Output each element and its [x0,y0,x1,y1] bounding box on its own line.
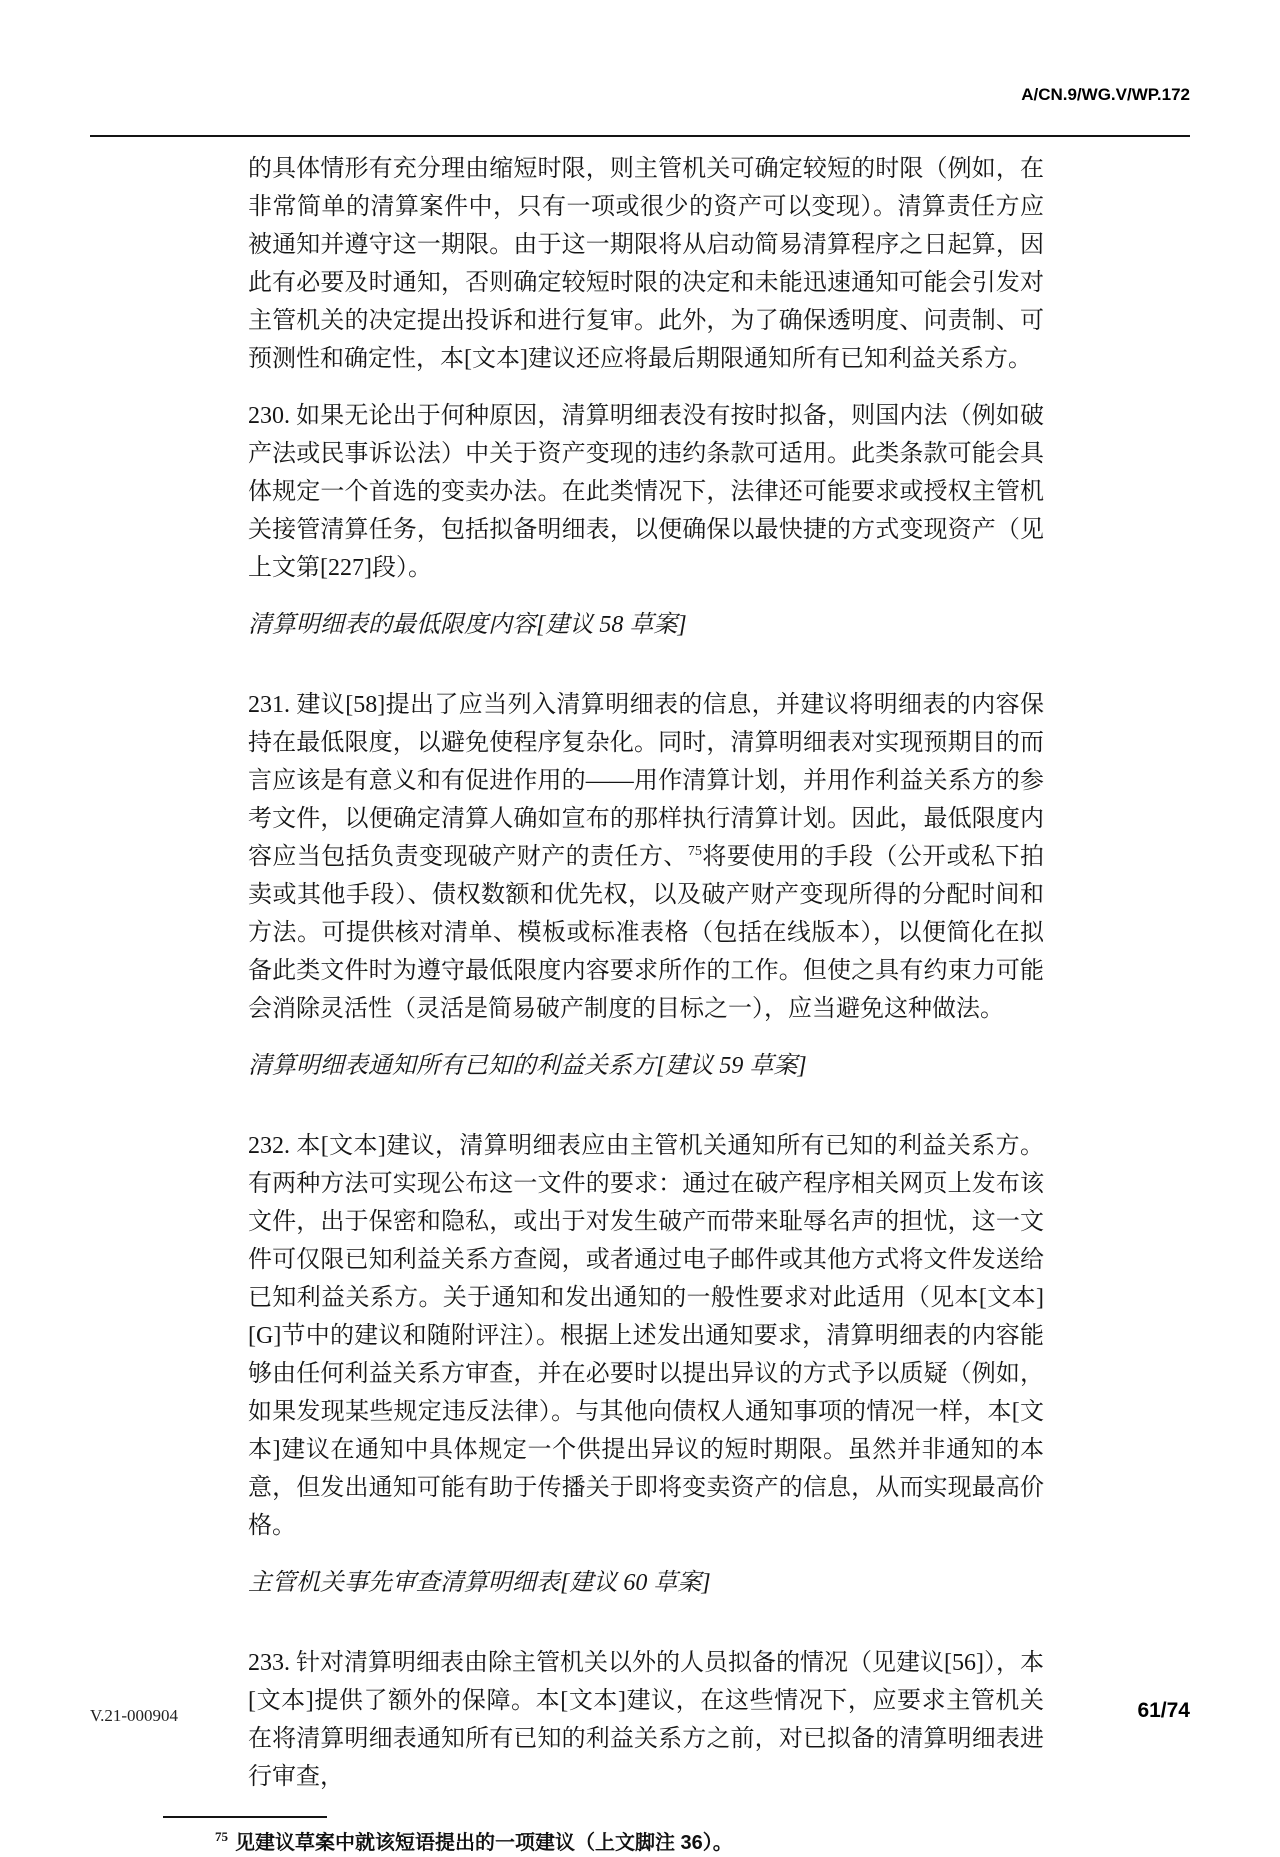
paragraph-231-part2: 将要使用的手段（公开或私下拍卖或其他手段）、债权数额和优先权，以及破产财产变现所得的分配时间和方法。可提供核对清单、模板或标准表格（包括在线版本），以便简化在拟备此类文件时为遵守最低限度内容要求所作的工作。但使之具有约束力可能会消除灵活性（灵活是简易破产制度的目标之一），应当避免这种做法。 [248,844,1044,1022]
paragraph-231 [248,686,1044,1028]
footer-document-number: V.21-000904 [90,1706,178,1725]
document-symbol: A/CN.9/WG.V/WP.172 [1021,85,1190,104]
footnote-75-marker: 75 [215,1829,228,1845]
paragraph-231-part1: 231. 建议[58]提出了应当列入清算明细表的信息，并建议将明细表的内容保持在最低限度，以避免使程序复杂化。同时，清算明细表对实现预期目的而言应该是有意义和有促进作用的——用作清算计划，并用作利益关系方的参考文件，以便确定清算人确如宣布的那样执行清算计划。因此，最低限度内容应当包括负责变现破产财产的责任方、 [248,692,1044,870]
body-column [215,150,1044,1857]
paragraph-233: 233. 针对清算明细表由除主管机关以外的人员拟备的情况（见建议[56]），本[文本]提供了额外的保障。本[文本]建议，在这些情况下，应要求主管机关在将清算明细表通知所有已知的利益关系方之前，对已拟备的清算明细表进行审查， [248,1650,1044,1790]
footer-page-number: 61/74 [1137,1699,1190,1722]
footnote-75 [215,1830,1044,1857]
section-heading-recommendation-60: 主管机关事先审查清算明细表[建议 60 草案] [248,1570,711,1596]
footnote-75-text: 见建议草案中就该短语提出的一项建议（上文脚注 36）。 [235,1832,733,1854]
footnote-separator [163,1816,327,1818]
footnote-75-reference: 75 [687,844,702,859]
section-heading-recommendation-59: 清算明细表通知所有已知的利益关系方[建议 59 草案] [248,1053,807,1079]
paragraph-232: 232. 本[文本]建议，清算明细表应由主管机关通知所有已知的利益关系方。有两种方法可实现公布这一文件的要求：通过在破产程序相关网页上发布该文件，出于保密和隐私，或出于对发生破产而带来耻辱名声的担忧，这一文件可仅限已知利益关系方查阅，或者通过电子邮件或其他方式将文件发送给已知利益关系方。关于通知和发出通知的一般性要求对此适用（见本[文本][G]节中的建议和随附评注）。根据上述发出通知要求，清算明细表的内容能够由任何利益关系方审查，并在必要时以提出异议的方式予以质疑（例如，如果发现某些规定违反法律）。与其他向债权人通知事项的情况一样，本[文本]建议在通知中具体规定一个供提出异议的短时期限。虽然并非通知的本意，但发出通知可能有助于传播关于即将变卖资产的信息，从而实现最高价格。 [248,1133,1044,1539]
paragraph-230: 230. 如果无论出于何种原因，清算明细表没有按时拟备，则国内法（例如破产法或民事诉讼法）中关于资产变现的违约条款可适用。此类条款可能会具体规定一个首选的变卖办法。在此类情况下，法律还可能要求或授权主管机关接管清算任务，包括拟备明细表，以便确保以最快捷的方式变现资产（见上文第[227]段）。 [248,403,1044,581]
section-heading-recommendation-58: 清算明细表的最低限度内容[建议 58 草案] [248,612,687,638]
header-rule [90,135,1190,137]
paragraph-229-continuation: 的具体情形有充分理由缩短时限，则主管机关可确定较短的时限（例如，在非常简单的清算案件中，只有一项或很少的资产可以变现）。清算责任方应被通知并遵守这一期限。由于这一期限将从启动简易清算程序之日起算，因此有必要及时通知，否则确定较短时限的决定和未能迅速通知可能会引发对主管机关的决定提出投诉和进行复审。此外，为了确保透明度、问责制、可预测性和确定性，本[文本]建议还应将最后期限通知所有已知利益关系方。 [248,156,1044,372]
